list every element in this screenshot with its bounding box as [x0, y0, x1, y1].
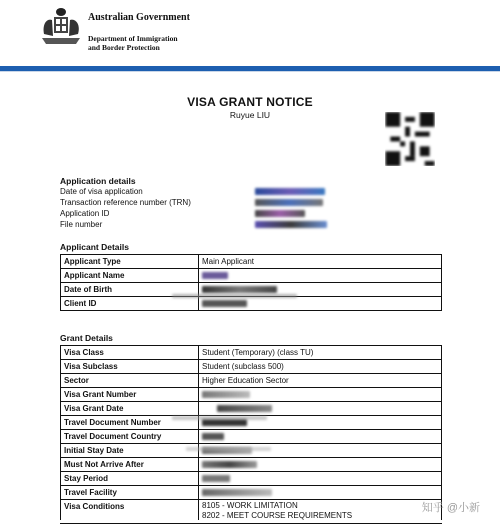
- row-label: Stay Period: [61, 472, 199, 486]
- redacted-grant-date: [217, 405, 272, 412]
- visa-condition-8105: 8105 - WORK LIMITATION: [202, 501, 298, 510]
- row-value: Student (Temporary) (class TU): [199, 346, 442, 360]
- row-value: [199, 430, 442, 444]
- redacted-grant-number: [202, 391, 250, 398]
- redacted-applicant-name: [202, 272, 228, 279]
- row-label: Client ID: [61, 297, 199, 311]
- trn-label: Transaction reference number (TRN): [60, 198, 191, 207]
- row-value: [199, 297, 442, 311]
- redaction-smear: [172, 416, 267, 420]
- table-row: [61, 346, 442, 360]
- row-label: Sector: [61, 374, 199, 388]
- application-details-heading: Application details: [60, 176, 136, 186]
- document-title: VISA GRANT NOTICE: [187, 95, 313, 109]
- redacted-travel-facility: [202, 489, 272, 496]
- government-name: Australian Government: [88, 12, 190, 23]
- redacted-application-date: [255, 188, 325, 195]
- row-value: [199, 269, 442, 283]
- redaction-smear: [172, 294, 297, 298]
- table-row: [61, 297, 442, 311]
- redacted-application-id: [255, 210, 305, 217]
- redacted-must-not-arrive-after: [202, 461, 257, 468]
- row-value: Student (subclass 500): [199, 360, 442, 374]
- table-row: [61, 374, 442, 388]
- redacted-client-id: [202, 300, 247, 307]
- watermark: 知乎 @小新: [421, 502, 480, 514]
- row-label: Visa Grant Date: [61, 402, 199, 416]
- department-name: Department of Immigration and Border Protection: [88, 34, 178, 52]
- redacted-trn: [255, 199, 323, 206]
- table-row: [61, 402, 442, 416]
- row-value: [199, 402, 442, 416]
- row-label: Date of Birth: [61, 283, 199, 297]
- row-label: Travel Document Country: [61, 430, 199, 444]
- row-label: Travel Facility: [61, 486, 199, 500]
- row-value: [199, 486, 442, 500]
- table-row: [61, 360, 442, 374]
- header-rule-shadow: [0, 71, 500, 72]
- table-row: [61, 255, 442, 269]
- redacted-travel-document-number: [202, 419, 247, 426]
- row-label: Must Not Arrive After: [61, 458, 199, 472]
- table-row: [61, 458, 442, 472]
- applicant-name-heading: Ruyue LIU: [229, 110, 271, 120]
- row-label: Visa Conditions: [61, 500, 199, 524]
- row-label: Travel Document Number: [61, 416, 199, 430]
- row-label: Applicant Type: [61, 255, 199, 269]
- row-label: Visa Grant Number: [61, 388, 199, 402]
- grant-details-table: [60, 345, 442, 524]
- coat-of-arms-icon: [38, 6, 84, 48]
- agency-header: [38, 6, 238, 54]
- date-of-application-label: Date of visa application: [60, 187, 143, 196]
- qr-code: [385, 112, 435, 166]
- row-value: [199, 458, 442, 472]
- row-label: Visa Class: [61, 346, 199, 360]
- row-label: Visa Subclass: [61, 360, 199, 374]
- grant-details-heading: Grant Details: [60, 333, 113, 343]
- row-label: Applicant Name: [61, 269, 199, 283]
- table-row: [61, 486, 442, 500]
- row-label: Initial Stay Date: [61, 444, 199, 458]
- row-value: [199, 472, 442, 486]
- table-row: [61, 472, 442, 486]
- row-value: Main Applicant: [199, 255, 442, 269]
- redacted-date-of-birth: [202, 286, 277, 293]
- application-id-label: Application ID: [60, 209, 110, 218]
- redaction-smear: [186, 447, 271, 451]
- redacted-file-number: [255, 221, 327, 228]
- visa-condition-8202: 8202 - MEET COURSE REQUIREMENTS: [202, 511, 353, 520]
- table-row: [61, 269, 442, 283]
- applicant-details-heading: Applicant Details: [60, 242, 129, 252]
- row-value: Higher Education Sector: [199, 374, 442, 388]
- row-value: [199, 388, 442, 402]
- table-row: [61, 430, 442, 444]
- table-row: [61, 388, 442, 402]
- redacted-stay-period: [202, 475, 230, 482]
- file-number-label: File number: [60, 220, 103, 229]
- redacted-travel-document-country: [202, 433, 224, 440]
- applicant-details-table: [60, 254, 442, 311]
